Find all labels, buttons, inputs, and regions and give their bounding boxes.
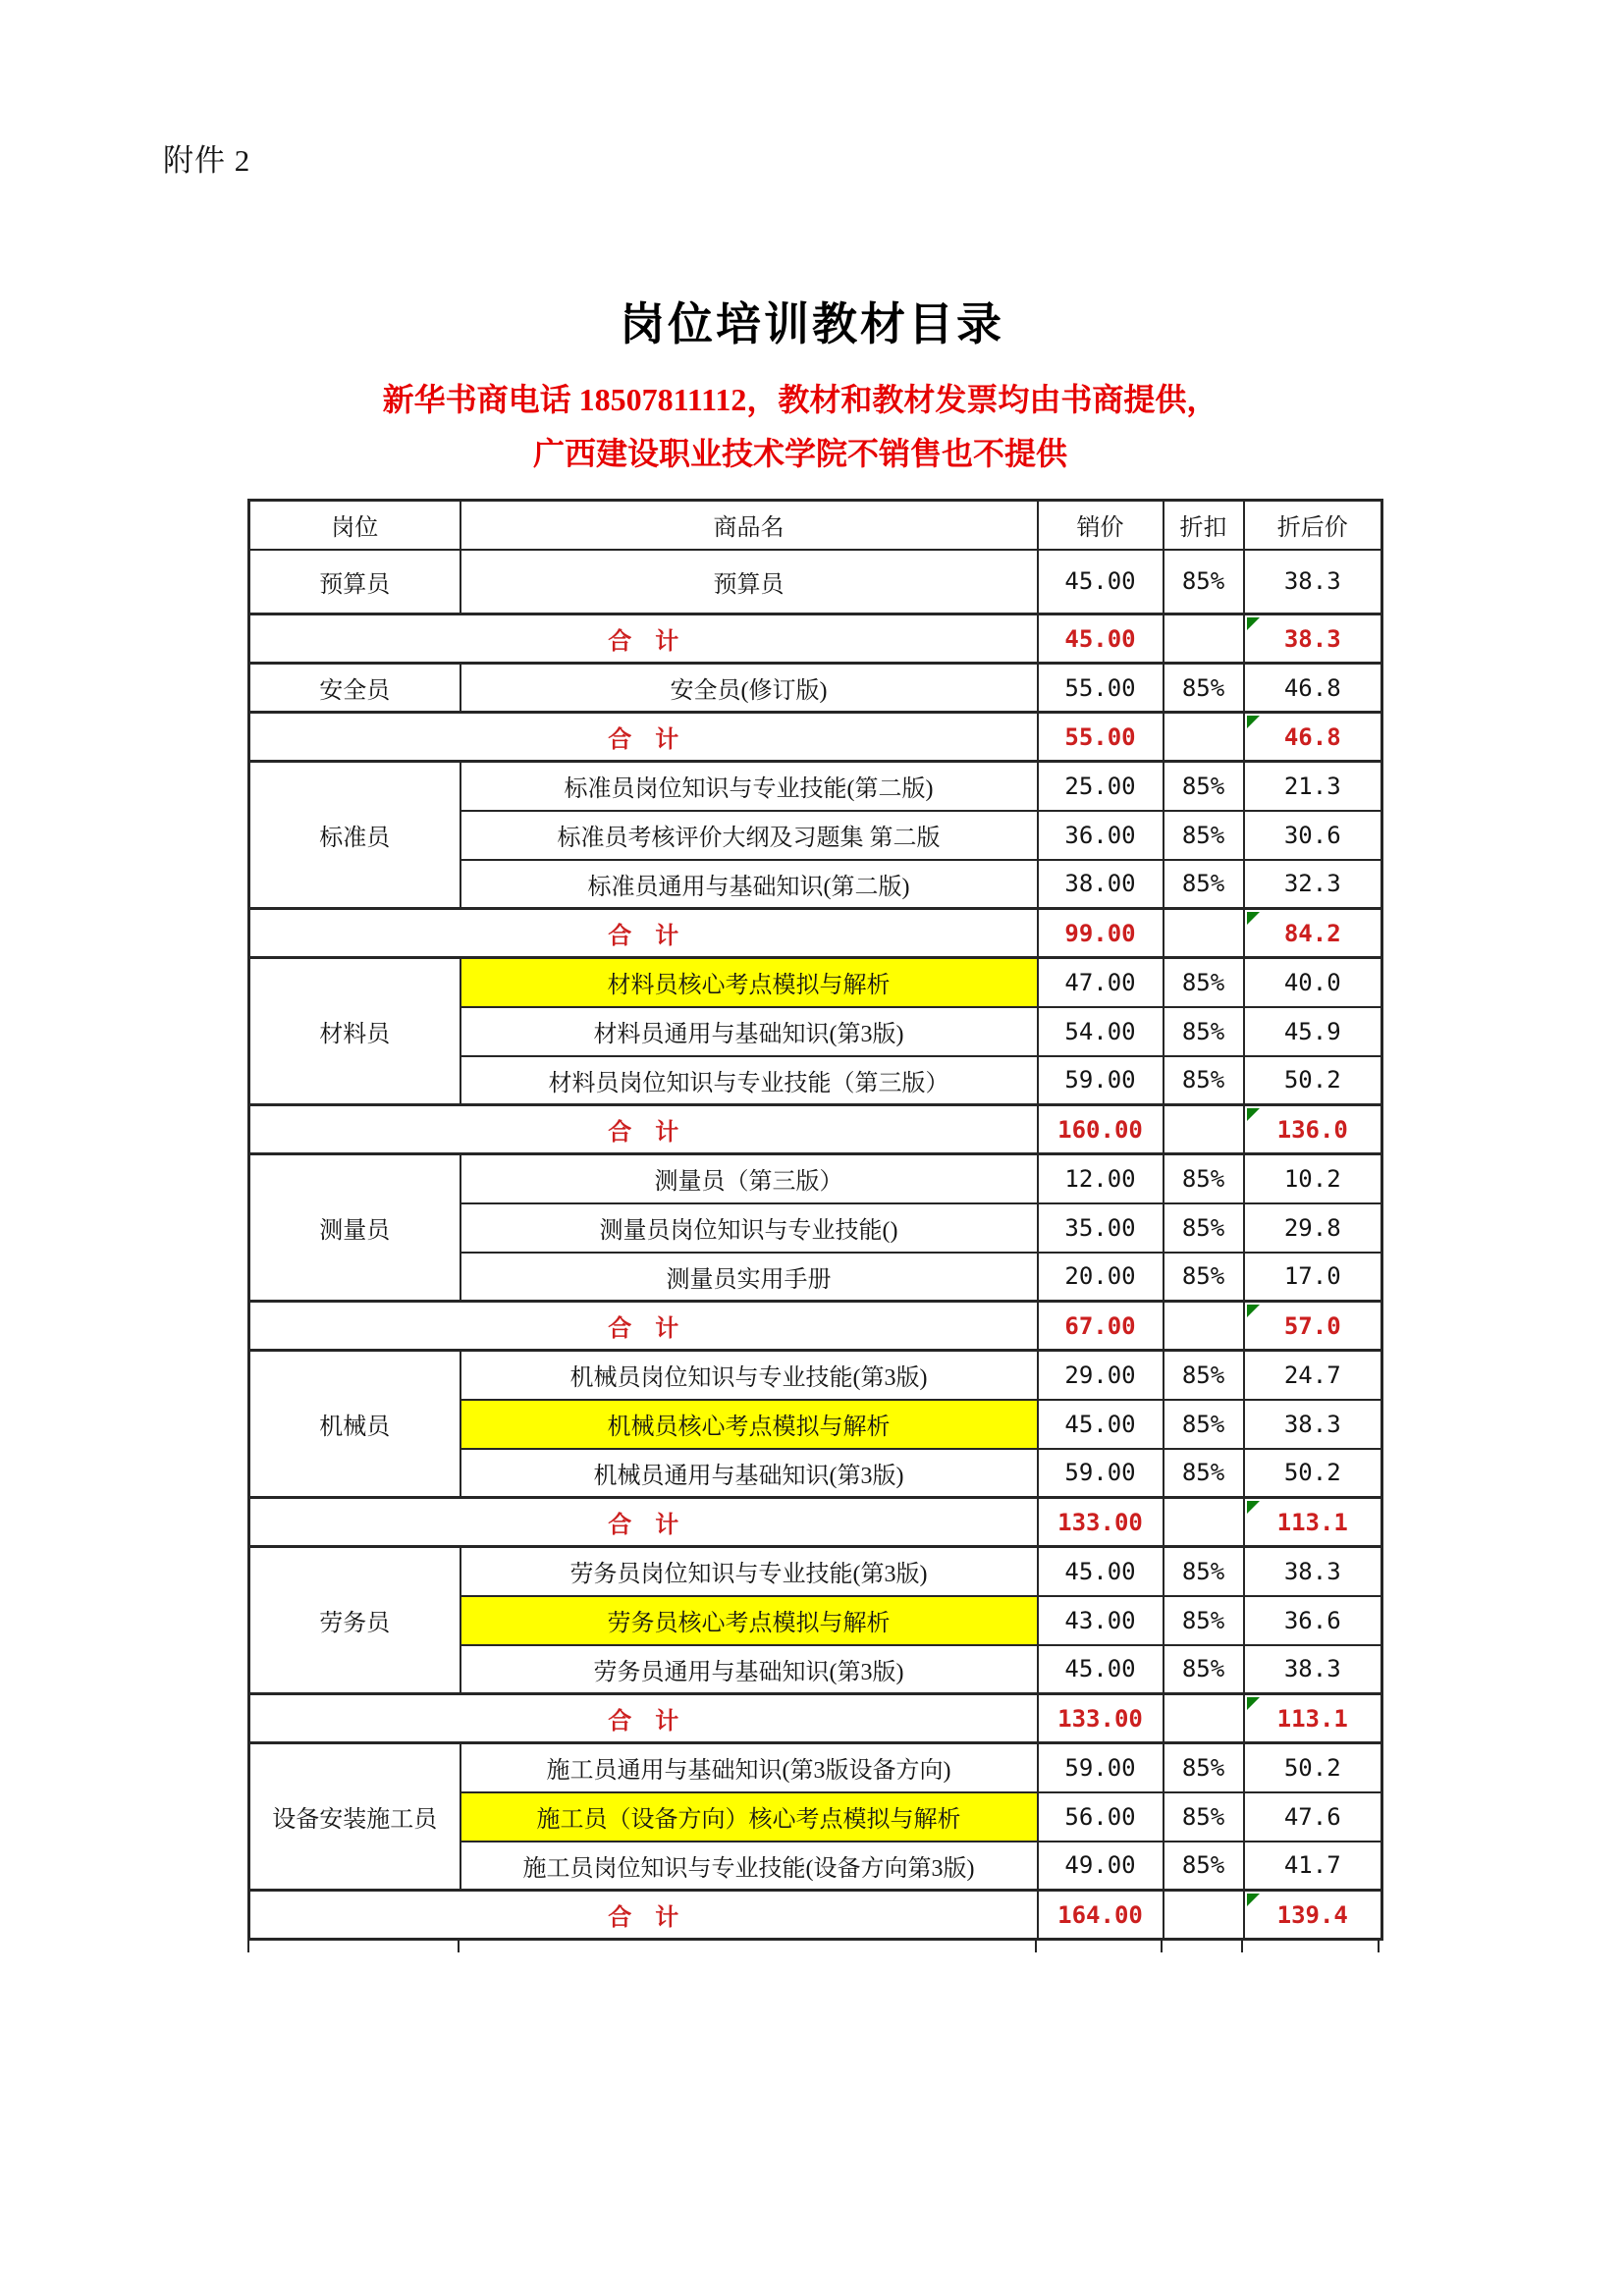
discount-cell: 85% (1164, 762, 1244, 811)
final-price-cell: 46.8 (1244, 664, 1382, 713)
table-header-row (249, 501, 1382, 550)
vendor-notice-line2: 广西建设职业技术学院不销售也不提供 (532, 436, 1067, 471)
attachment-label: 附件 2 (163, 143, 251, 178)
discount-cell: 85% (1164, 1596, 1244, 1645)
total-final-cell (1244, 909, 1382, 958)
price-cell: 45.00 (1038, 1645, 1164, 1694)
total-row (249, 1302, 1382, 1351)
price-cell: 47.00 (1038, 958, 1164, 1007)
total-final-cell (1244, 1302, 1382, 1351)
discount-cell: 85% (1164, 664, 1244, 713)
cell-error-marker-icon (1247, 912, 1260, 925)
header-cell-final-price: 折后价 (1244, 501, 1382, 550)
final-price-cell: 38.3 (1244, 1547, 1382, 1596)
price-cell: 49.00 (1038, 1842, 1164, 1891)
price-cell: 45.00 (1038, 550, 1164, 614)
book-name-cell: 劳务员通用与基础知识(第3版) (460, 1645, 1038, 1694)
total-price-cell: 55.00 (1038, 713, 1164, 762)
book-name-cell: 标准员通用与基础知识(第二版) (460, 860, 1038, 909)
total-final-cell (1244, 1498, 1382, 1547)
total-final-value: 136.0 (1276, 1115, 1348, 1144)
book-row (249, 664, 1382, 713)
header-cell-product: 商品名 (460, 501, 1038, 550)
book-name-cell: 施工员岗位知识与专业技能(设备方向第3版) (460, 1842, 1038, 1891)
total-discount-cell (1164, 1694, 1244, 1743)
book-name-cell: 劳务员岗位知识与专业技能(第3版) (460, 1547, 1038, 1596)
total-final-cell (1244, 1891, 1382, 1940)
total-row (249, 713, 1382, 762)
materials-table (247, 499, 1383, 1941)
book-name-cell: 材料员岗位知识与专业技能（第三版） (460, 1056, 1038, 1105)
book-row (249, 1351, 1382, 1400)
total-label-cell: 合 计 (249, 1498, 1038, 1547)
position-cell: 材料员 (249, 958, 460, 1105)
book-row (249, 1743, 1382, 1792)
final-price-cell: 30.6 (1244, 811, 1382, 860)
price-cell: 36.00 (1038, 811, 1164, 860)
cell-error-marker-icon (1247, 1305, 1260, 1317)
price-cell: 59.00 (1038, 1056, 1164, 1105)
position-cell: 劳务员 (249, 1547, 460, 1694)
total-discount-cell (1164, 1105, 1244, 1154)
total-row (249, 1498, 1382, 1547)
total-discount-cell (1164, 909, 1244, 958)
total-label-cell: 合 计 (249, 1105, 1038, 1154)
position-cell: 标准员 (249, 762, 460, 909)
discount-cell: 85% (1164, 1792, 1244, 1842)
header-cell-position: 岗位 (249, 501, 460, 550)
price-cell: 55.00 (1038, 664, 1164, 713)
final-price-cell: 38.3 (1244, 1400, 1382, 1449)
vendor-notice (0, 373, 1600, 481)
book-name-cell: 标准员考核评价大纲及习题集 第二版 (460, 811, 1038, 860)
price-cell: 43.00 (1038, 1596, 1164, 1645)
cell-error-marker-icon (1247, 1108, 1260, 1121)
header-cell-discount: 折扣 (1164, 501, 1244, 550)
final-price-cell: 17.0 (1244, 1253, 1382, 1302)
book-name-cell: 施工员（设备方向）核心考点模拟与解析 (460, 1792, 1038, 1842)
total-row (249, 614, 1382, 664)
discount-cell: 85% (1164, 958, 1244, 1007)
discount-cell: 85% (1164, 1449, 1244, 1498)
final-price-cell: 36.6 (1244, 1596, 1382, 1645)
total-final-value: 46.8 (1283, 722, 1341, 751)
book-row (249, 550, 1382, 614)
cell-error-marker-icon (1247, 716, 1260, 728)
total-row (249, 1891, 1382, 1940)
total-discount-cell (1164, 614, 1244, 664)
price-cell: 59.00 (1038, 1449, 1164, 1498)
total-label-cell: 合 计 (249, 614, 1038, 664)
total-discount-cell (1164, 1891, 1244, 1940)
price-cell: 45.00 (1038, 1547, 1164, 1596)
price-cell: 29.00 (1038, 1351, 1164, 1400)
header-cell-price: 销价 (1038, 501, 1164, 550)
total-final-cell (1244, 713, 1382, 762)
final-price-cell: 38.3 (1244, 1645, 1382, 1694)
discount-cell: 85% (1164, 1253, 1244, 1302)
book-name-cell: 机械员岗位知识与专业技能(第3版) (460, 1351, 1038, 1400)
discount-cell: 85% (1164, 1842, 1244, 1891)
total-final-value: 113.1 (1276, 1508, 1348, 1536)
final-price-cell: 29.8 (1244, 1203, 1382, 1253)
total-label-cell: 合 计 (249, 1302, 1038, 1351)
total-discount-cell (1164, 713, 1244, 762)
book-row (249, 1547, 1382, 1596)
cell-error-marker-icon (1247, 1501, 1260, 1514)
total-final-cell (1244, 1694, 1382, 1743)
total-label-cell: 合 计 (249, 713, 1038, 762)
discount-cell: 85% (1164, 811, 1244, 860)
discount-cell: 85% (1164, 1743, 1244, 1792)
book-row (249, 958, 1382, 1007)
cell-error-marker-icon (1247, 617, 1260, 630)
book-name-cell: 机械员通用与基础知识(第3版) (460, 1449, 1038, 1498)
price-cell: 38.00 (1038, 860, 1164, 909)
position-cell: 预算员 (249, 550, 460, 614)
book-name-cell: 施工员通用与基础知识(第3版设备方向) (460, 1743, 1038, 1792)
price-cell: 59.00 (1038, 1743, 1164, 1792)
total-final-value: 113.1 (1276, 1704, 1348, 1733)
total-price-cell: 133.00 (1038, 1498, 1164, 1547)
total-label-cell: 合 计 (249, 1694, 1038, 1743)
discount-cell: 85% (1164, 1400, 1244, 1449)
discount-cell: 85% (1164, 1154, 1244, 1203)
discount-cell: 85% (1164, 550, 1244, 614)
book-name-cell: 材料员核心考点模拟与解析 (460, 958, 1038, 1007)
book-name-cell: 测量员（第三版） (460, 1154, 1038, 1203)
table-cutoff-row (247, 1938, 1380, 1952)
book-name-cell: 材料员通用与基础知识(第3版) (460, 1007, 1038, 1056)
price-cell: 54.00 (1038, 1007, 1164, 1056)
final-price-cell: 24.7 (1244, 1351, 1382, 1400)
total-discount-cell (1164, 1498, 1244, 1547)
total-final-cell (1244, 1105, 1382, 1154)
book-row (249, 762, 1382, 811)
position-cell: 安全员 (249, 664, 460, 713)
discount-cell: 85% (1164, 1056, 1244, 1105)
price-cell: 12.00 (1038, 1154, 1164, 1203)
final-price-cell: 32.3 (1244, 860, 1382, 909)
page-title: 岗位培训教材目录 (620, 297, 1004, 350)
total-discount-cell (1164, 1302, 1244, 1351)
final-price-cell: 10.2 (1244, 1154, 1382, 1203)
book-name-cell: 标准员岗位知识与专业技能(第二版) (460, 762, 1038, 811)
total-final-value: 57.0 (1283, 1311, 1341, 1340)
discount-cell: 85% (1164, 1547, 1244, 1596)
discount-cell: 85% (1164, 860, 1244, 909)
final-price-cell: 38.3 (1244, 550, 1382, 614)
discount-cell: 85% (1164, 1007, 1244, 1056)
final-price-cell: 45.9 (1244, 1007, 1382, 1056)
total-final-value: 38.3 (1283, 624, 1341, 653)
position-cell: 设备安装施工员 (249, 1743, 460, 1891)
discount-cell: 85% (1164, 1203, 1244, 1253)
total-final-cell (1244, 614, 1382, 664)
total-row (249, 909, 1382, 958)
total-price-cell: 45.00 (1038, 614, 1164, 664)
total-price-cell: 133.00 (1038, 1694, 1164, 1743)
book-name-cell: 安全员(修订版) (460, 664, 1038, 713)
final-price-cell: 50.2 (1244, 1743, 1382, 1792)
cell-error-marker-icon (1247, 1894, 1260, 1906)
price-cell: 45.00 (1038, 1400, 1164, 1449)
total-label-cell: 合 计 (249, 909, 1038, 958)
price-cell: 25.00 (1038, 762, 1164, 811)
total-final-value: 139.4 (1276, 1900, 1348, 1929)
book-name-cell: 劳务员核心考点模拟与解析 (460, 1596, 1038, 1645)
total-price-cell: 99.00 (1038, 909, 1164, 958)
final-price-cell: 47.6 (1244, 1792, 1382, 1842)
price-cell: 20.00 (1038, 1253, 1164, 1302)
book-name-cell: 测量员岗位知识与专业技能() (460, 1203, 1038, 1253)
position-cell: 测量员 (249, 1154, 460, 1302)
total-final-value: 84.2 (1283, 919, 1341, 947)
total-price-cell: 164.00 (1038, 1891, 1164, 1940)
total-price-cell: 67.00 (1038, 1302, 1164, 1351)
final-price-cell: 50.2 (1244, 1056, 1382, 1105)
price-cell: 35.00 (1038, 1203, 1164, 1253)
final-price-cell: 21.3 (1244, 762, 1382, 811)
total-label-cell: 合 计 (249, 1891, 1038, 1940)
price-cell: 56.00 (1038, 1792, 1164, 1842)
total-row (249, 1105, 1382, 1154)
final-price-cell: 40.0 (1244, 958, 1382, 1007)
total-row (249, 1694, 1382, 1743)
book-name-cell: 测量员实用手册 (460, 1253, 1038, 1302)
discount-cell: 85% (1164, 1351, 1244, 1400)
final-price-cell: 50.2 (1244, 1449, 1382, 1498)
cell-error-marker-icon (1247, 1697, 1260, 1710)
final-price-cell: 41.7 (1244, 1842, 1382, 1891)
vendor-notice-line1: 新华书商电话 18507811112，教材和教材发票均由书商提供， (382, 382, 1218, 417)
total-price-cell: 160.00 (1038, 1105, 1164, 1154)
book-row (249, 1154, 1382, 1203)
book-name-cell: 机械员核心考点模拟与解析 (460, 1400, 1038, 1449)
discount-cell: 85% (1164, 1645, 1244, 1694)
position-cell: 机械员 (249, 1351, 460, 1498)
book-name-cell: 预算员 (460, 550, 1038, 614)
